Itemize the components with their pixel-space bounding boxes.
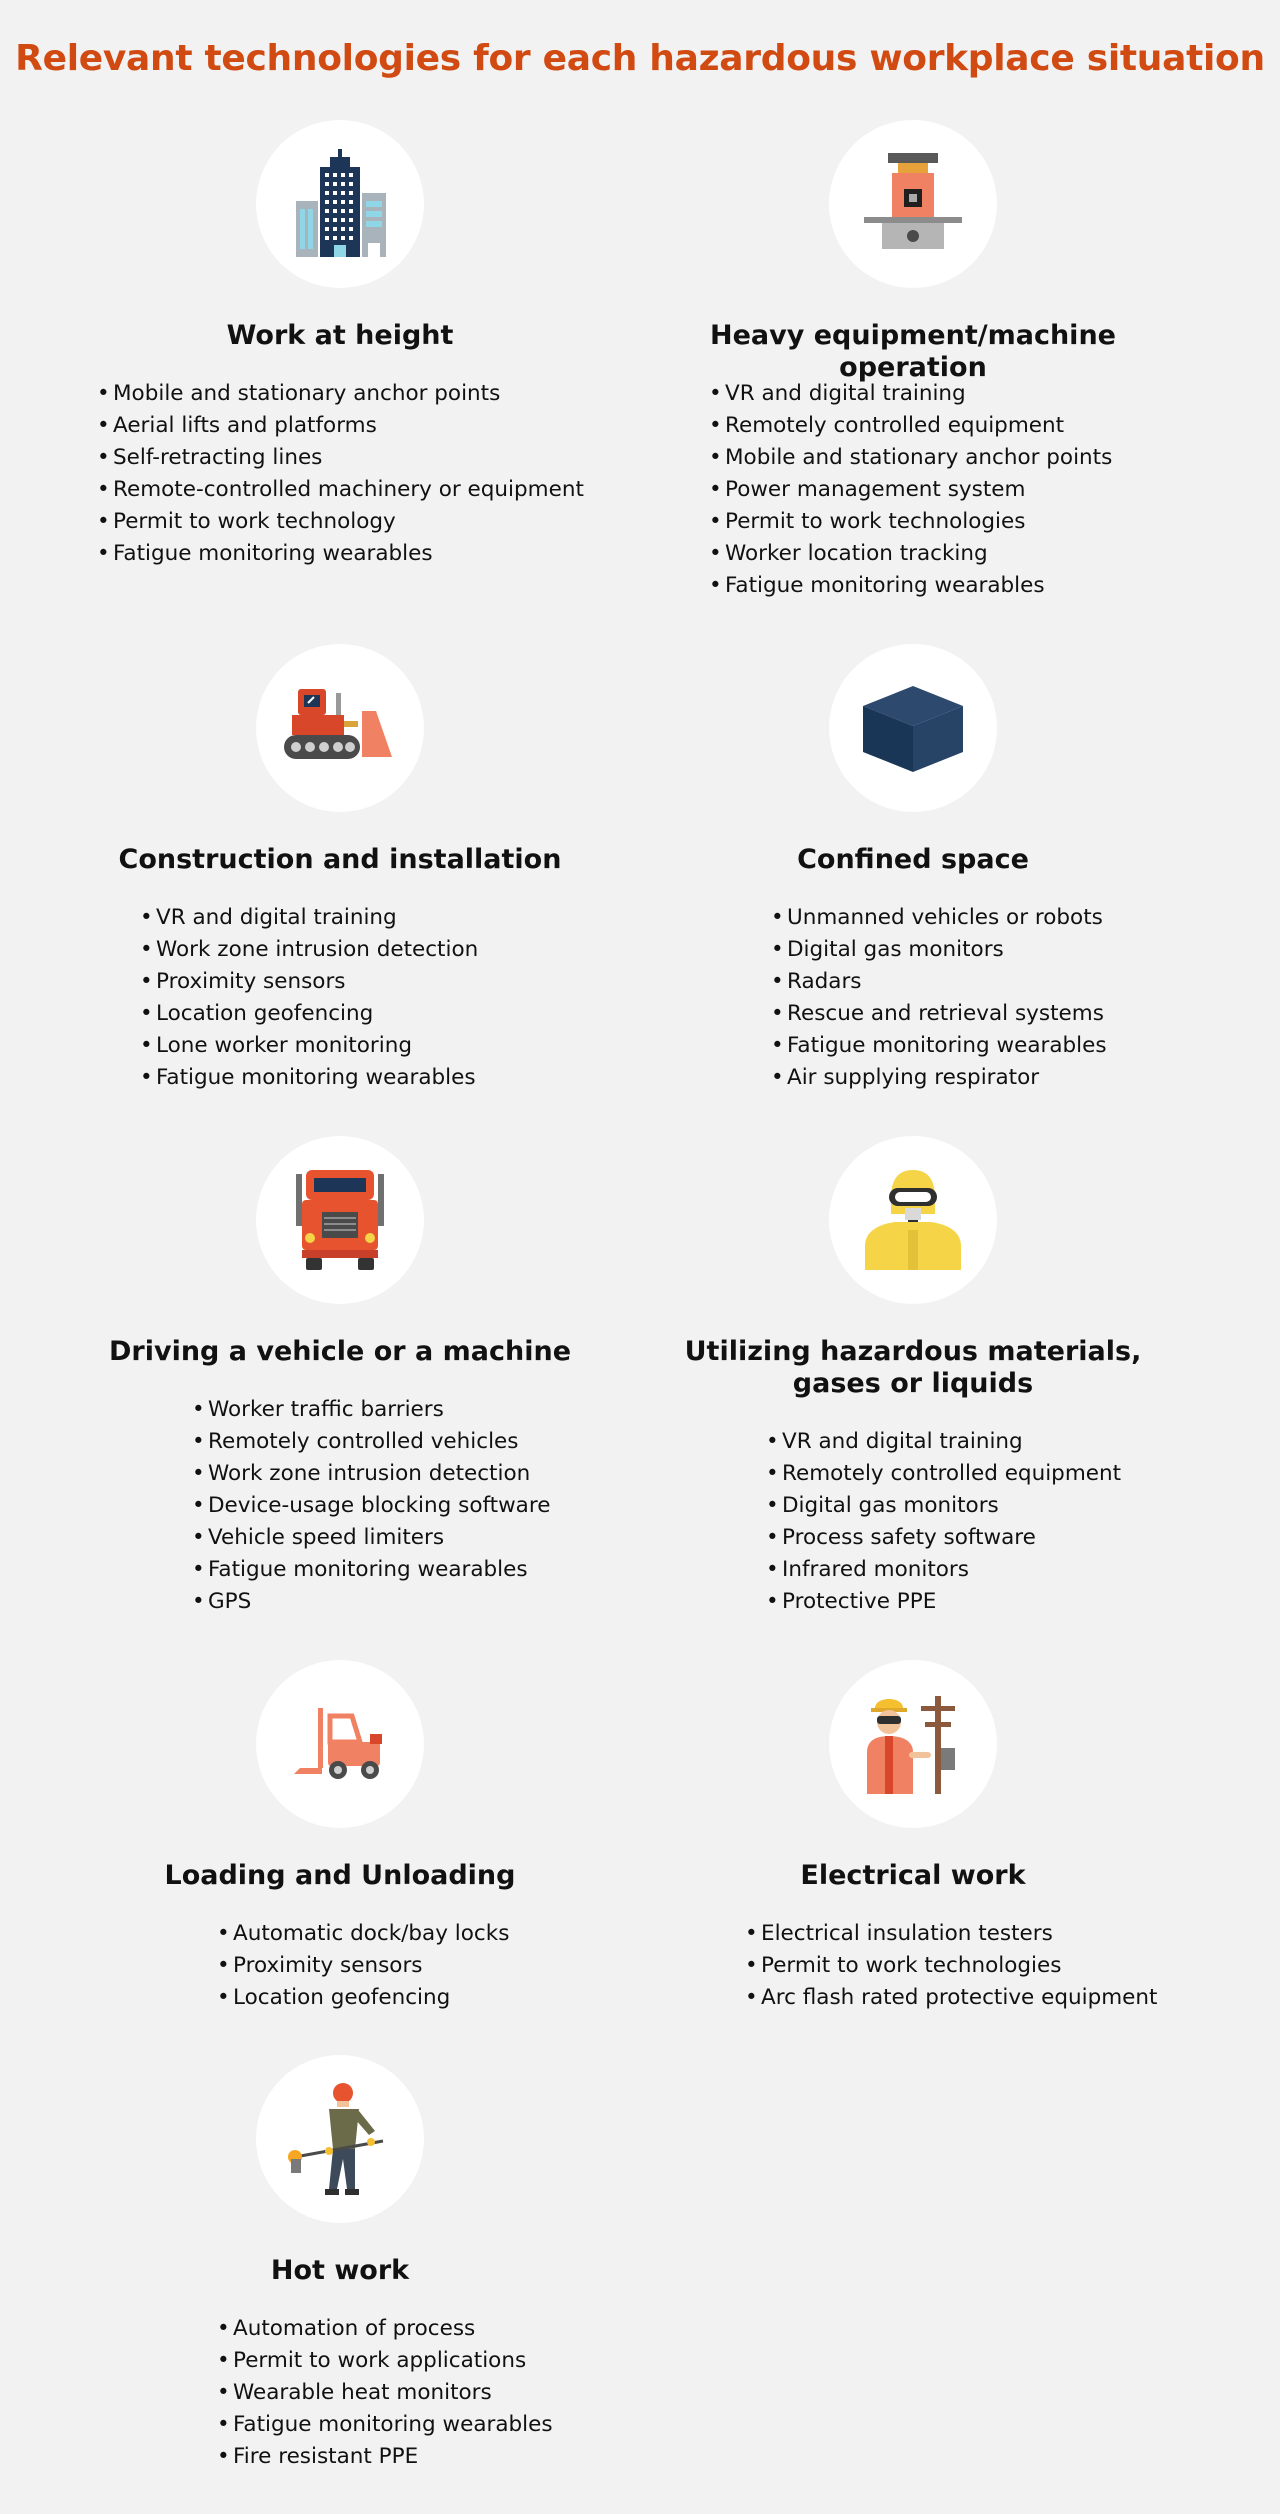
- list-item: • Infrared monitors: [766, 1554, 1121, 1586]
- section-title: Driving a vehicle or a machine: [108, 1336, 572, 1367]
- forklift-icon: [290, 1704, 390, 1784]
- list-item: • Remote-controlled machinery or equipment: [97, 474, 584, 506]
- item-list: [709, 378, 1112, 602]
- list-item: • Mobile and stationary anchor points: [709, 442, 1112, 474]
- list-item: • Radars: [771, 966, 1107, 998]
- list-item: • Fatigue monitoring wearables: [709, 570, 1112, 602]
- list-item: • Arc flash rated protective equipment: [745, 1982, 1157, 2014]
- list-item: • Worker traffic barriers: [192, 1394, 550, 1426]
- list-item: • Fatigue monitoring wearables: [97, 538, 584, 570]
- item-list: [771, 902, 1107, 1094]
- section-title: Work at height: [226, 320, 454, 351]
- list-item: • VR and digital training: [140, 902, 478, 934]
- list-item: • Remotely controlled equipment: [766, 1458, 1121, 1490]
- building-icon: [290, 149, 390, 259]
- list-item: • Remotely controlled equipment: [709, 410, 1112, 442]
- item-list: [217, 2313, 553, 2473]
- section-title: Hot work: [270, 2255, 410, 2286]
- list-item: • Protective PPE: [766, 1586, 1121, 1618]
- list-item: • Aerial lifts and platforms: [97, 410, 584, 442]
- list-item: • Self-retracting lines: [97, 442, 584, 474]
- list-item: • Air supplying respirator: [771, 1062, 1107, 1094]
- list-item: • GPS: [192, 1586, 550, 1618]
- list-item: • Digital gas monitors: [771, 934, 1107, 966]
- list-item: • Rescue and retrieval systems: [771, 998, 1107, 1030]
- item-list: [97, 378, 584, 570]
- item-list: [192, 1394, 550, 1618]
- bulldozer-icon: [280, 683, 400, 773]
- welder-icon: [285, 2079, 395, 2199]
- list-item: • VR and digital training: [766, 1426, 1121, 1458]
- item-list: [217, 1918, 509, 2014]
- section-title: Heavy equipment/machine operation: [710, 320, 1116, 383]
- box-icon: [861, 682, 965, 774]
- section-title-line: Utilizing hazardous materials,: [684, 1336, 1142, 1367]
- list-item: • Remotely controlled vehicles: [192, 1426, 550, 1458]
- list-item: • Automation of process: [217, 2313, 553, 2345]
- icon-circle: [256, 1136, 424, 1304]
- hazmat-suit-icon: [861, 1168, 965, 1272]
- icon-circle: [829, 120, 997, 288]
- electrician-icon: [861, 1692, 965, 1796]
- list-item: • Fatigue monitoring wearables: [192, 1554, 550, 1586]
- item-list: [766, 1426, 1121, 1618]
- list-item: • Wearable heat monitors: [217, 2377, 553, 2409]
- list-item: • Mobile and stationary anchor points: [97, 378, 584, 410]
- list-item: • VR and digital training: [709, 378, 1112, 410]
- list-item: • Location geofencing: [140, 998, 478, 1030]
- section-title: Loading and Unloading: [164, 1860, 516, 1891]
- list-item: • Location geofencing: [217, 1982, 509, 2014]
- list-item: • Permit to work technology: [97, 506, 584, 538]
- list-item: • Device-usage blocking software: [192, 1490, 550, 1522]
- item-list: [745, 1918, 1157, 2014]
- icon-circle: [256, 644, 424, 812]
- item-list: [140, 902, 478, 1094]
- list-item: • Proximity sensors: [140, 966, 478, 998]
- section-title: Construction and installation: [118, 844, 562, 875]
- list-item: • Permit to work applications: [217, 2345, 553, 2377]
- list-item: • Vehicle speed limiters: [192, 1522, 550, 1554]
- list-item: • Unmanned vehicles or robots: [771, 902, 1107, 934]
- section-title-line: gases or liquids: [792, 1368, 1034, 1399]
- page-title: Relevant technologies for each hazardous workplace situation: [15, 38, 1265, 79]
- section-title: [633, 1336, 1193, 1400]
- list-item: • Fire resistant PPE: [217, 2441, 553, 2473]
- list-item: • Process safety software: [766, 1522, 1121, 1554]
- list-item: • Lone worker monitoring: [140, 1030, 478, 1062]
- list-item: • Work zone intrusion detection: [140, 934, 478, 966]
- icon-circle: [256, 2055, 424, 2223]
- icon-circle: [829, 1136, 997, 1304]
- list-item: • Work zone intrusion detection: [192, 1458, 550, 1490]
- icon-circle: [256, 120, 424, 288]
- list-item: • Worker location tracking: [709, 538, 1112, 570]
- icon-circle: [256, 1660, 424, 1828]
- list-item: • Digital gas monitors: [766, 1490, 1121, 1522]
- list-item: • Permit to work technologies: [745, 1950, 1157, 1982]
- machine-press-icon: [858, 149, 968, 259]
- icon-circle: [829, 1660, 997, 1828]
- list-item: • Fatigue monitoring wearables: [771, 1030, 1107, 1062]
- list-item: • Permit to work technologies: [709, 506, 1112, 538]
- list-item: • Fatigue monitoring wearables: [217, 2409, 553, 2441]
- icon-circle: [829, 644, 997, 812]
- list-item: • Automatic dock/bay locks: [217, 1918, 509, 1950]
- list-item: • Power management system: [709, 474, 1112, 506]
- list-item: • Proximity sensors: [217, 1950, 509, 1982]
- list-item: • Fatigue monitoring wearables: [140, 1062, 478, 1094]
- section-title: Electrical work: [800, 1860, 1026, 1891]
- section-title: Confined space: [797, 844, 1029, 875]
- truck-icon: [292, 1168, 388, 1272]
- list-item: • Electrical insulation testers: [745, 1918, 1157, 1950]
